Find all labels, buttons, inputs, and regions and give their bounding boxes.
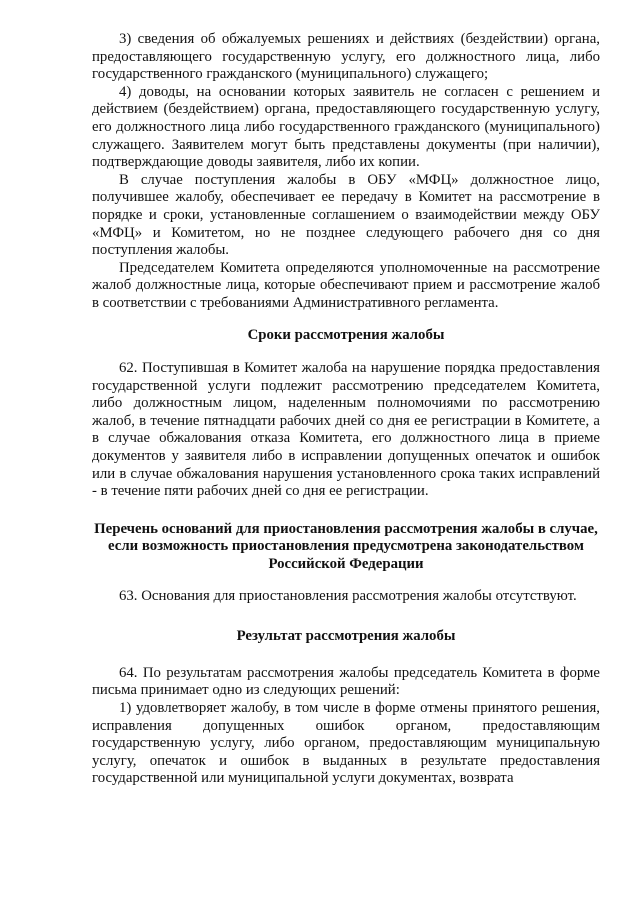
section-heading-result: Результат рассмотрения жалобы	[236, 628, 456, 645]
paragraph-item-3: 3) сведения об обжалуемых решениях и действиях (бездействии) органа, предоставляющего государственную услугу, его должностного лица, либо государственного гражданского (муниципального) служащего;	[92, 31, 600, 83]
paragraph-chairman-authorized: Председателем Комитета определяются уполномоченные на рассмотрение жалоб должностные лица, которые обеспечивают прием и рассмотрение жалоб в соответствии с требованиями Административного регламента.	[92, 259, 600, 311]
paragraph-64: 64. По результатам рассмотрения жалобы председатель Комитета в форме письма принимает одно из следующих решений:	[92, 664, 600, 699]
section-heading-deadlines: Сроки рассмотрения жалобы	[247, 326, 445, 343]
paragraph-item-4: 4) доводы, на основании которых заявитель не согласен с решением и действием (бездействием) органа, предоставляющего государственную услугу, его должностного лица либо государственного гражданского (муниципального) служащего. Заявителем могут быть представлены документы (при наличии), подтверждающие доводы заявителя, либо их копии.	[92, 83, 600, 171]
paragraph-64-item-1: 1) удовлетворяет жалобу, в том числе в форме отмены принятого решения, исправления допущенных ошибок органом, предоставляющим государственную услугу, либо органом, предоставляющим муниципальную услугу, опечаток и ошибок в выданных в результате предоставления государственной или муниципальной услуги документах, возврата	[92, 700, 600, 787]
section-heading-suspension: Перечень оснований для приостановления рассмотрения жалобы в случае, если возможность приостановления предусмотрена законодательством Российской Федерации	[94, 520, 598, 573]
paragraph-63: 63. Основания для приостановления рассмотрения жалобы отсутствуют.	[119, 587, 577, 604]
paragraph-62: 62. Поступившая в Комитет жалоба на нарушение порядка предоставления государственной услуги подлежит рассмотрению председателем Комитета, либо должностным лицом, наделенным полномочиями по рассмотрению жалоб, в течение пятнадцати рабочих дней со дня ее регистрации в Комитете, а в случае обжалования отказа Комитета, его должностного лица в приеме документов у заявителя либо в исправлении допущенных опечаток и ошибок или в случае обжалования нарушения установленного срока таких исправлений - в течение пяти рабочих дней со дня ее регистрации.	[92, 360, 600, 500]
paragraph-mfc-transfer: В случае поступления жалобы в ОБУ «МФЦ» должностное лицо, получившее жалобу, обеспечивает ее передачу в Комитет на рассмотрение в порядке и сроки, установленные соглашением о взаимодействии между ОБУ «МФЦ» и Комитетом, но не позднее следующего рабочего дня со дня поступления жалобы.	[92, 171, 600, 259]
